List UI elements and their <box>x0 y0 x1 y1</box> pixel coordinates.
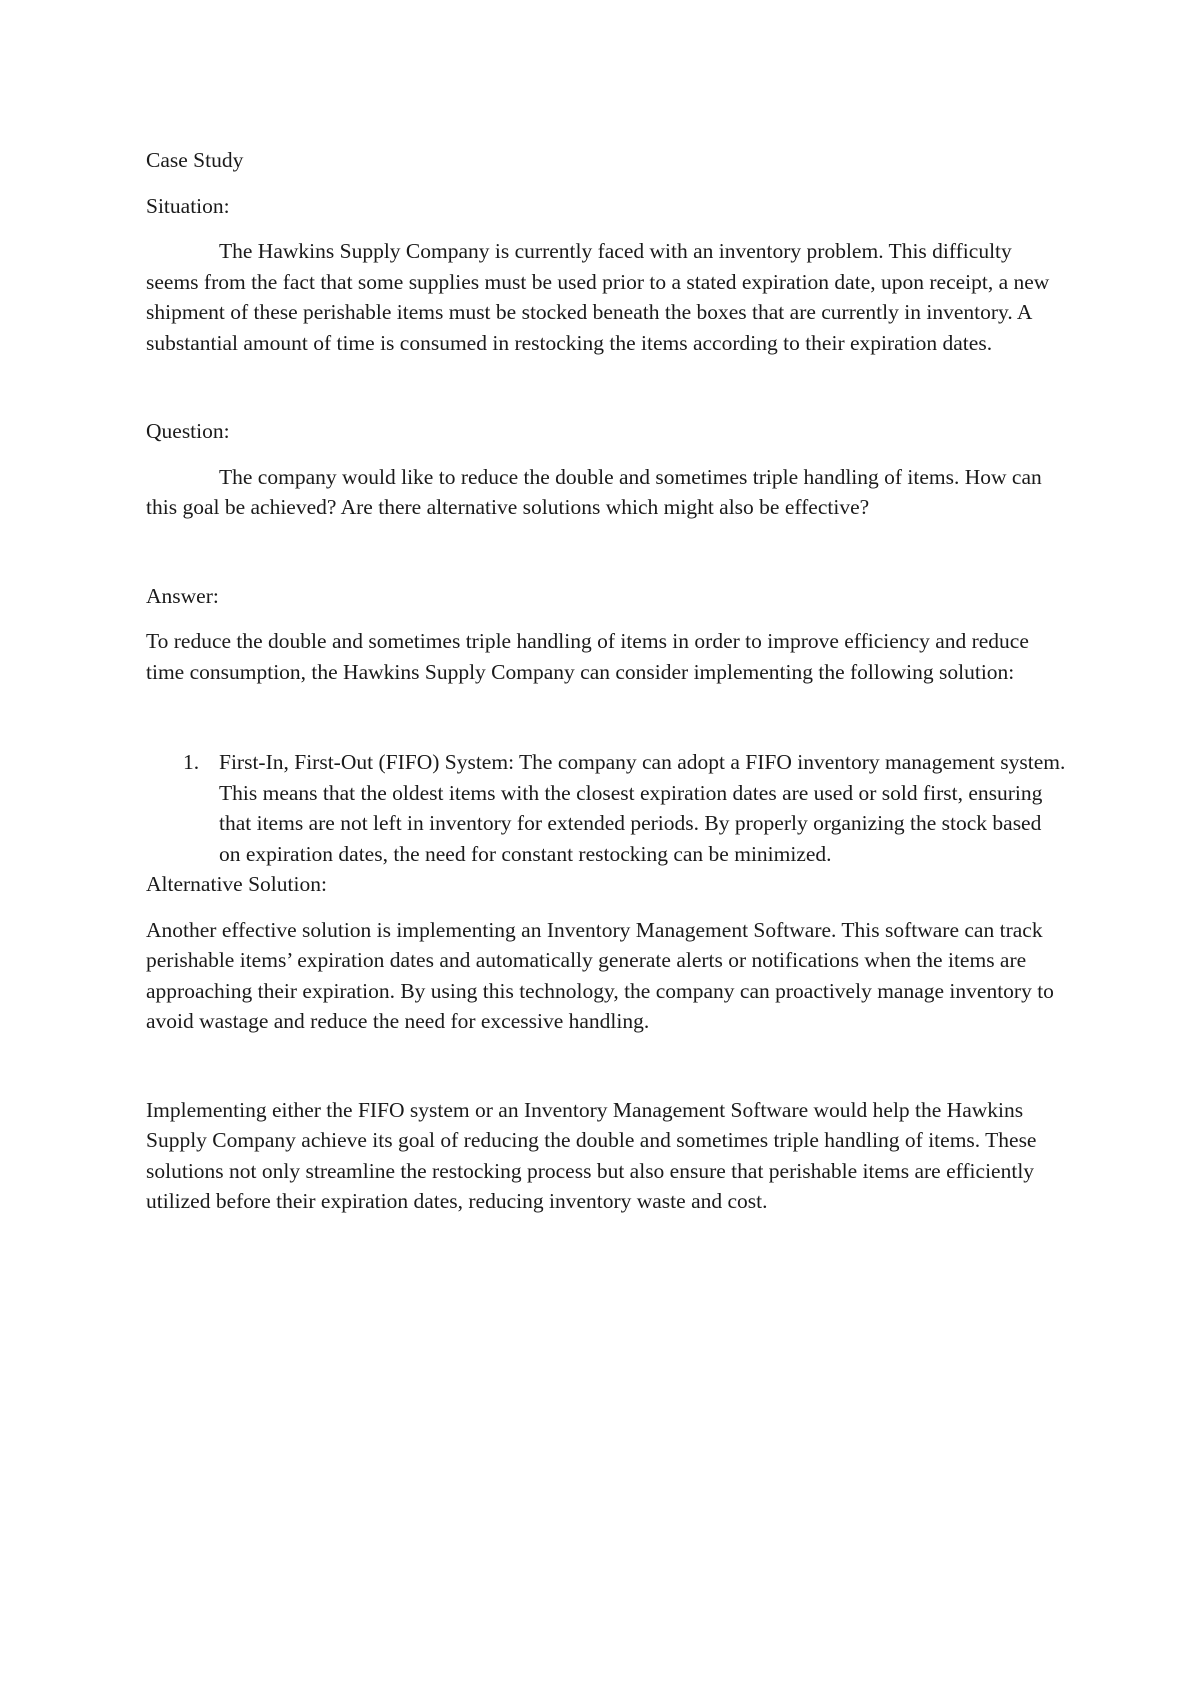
situation-paragraph: The Hawkins Supply Company is currently faced with an inventory problem. This difficulty seems from the fact that some supplies must be used prior to a stated expiration date, upon receipt, a new shipment of these perishable items must be stocked beneath the boxes that are currently in inventory. A substantial amount of time is consumed in restocking the items according to their expiration dates. <box>146 239 1050 355</box>
solution-number: 1. <box>183 750 200 774</box>
conclusion-paragraph: Implementing either the FIFO system or an Inventory Management Software would help the Hawkins Supply Company achieve its goal of reducing the double and sometimes triple handling of items. These solutions not only streamline the restocking process but also ensure that perishable items are efficiently utilized before their expiration dates, reducing inventory waste and cost. <box>146 1097 1037 1213</box>
alternative-paragraph: Another effective solution is implementing an Inventory Management Software. This software can track perishable items’ expiration dates and automatically generate alerts or notifications when the items are approaching their expiration. By using this technology, the company can proactively manage inventory to avoid wastage and reduce the need for excessive handling. <box>146 917 1054 1033</box>
answer-heading: Answer: <box>146 583 219 608</box>
document-title: Case Study <box>146 148 244 172</box>
question-paragraph: The company would like to reduce the double and sometimes triple handling of items. How can this goal be achieved? Are there alternative solutions which might also be effective? <box>146 464 1042 519</box>
solution-text: First-In, First-Out (FIFO) System: The company can adopt a FIFO inventory management system. This means that the oldest items with the closest expiration dates are used or sold first, ensuring that items are not left in inventory for extended periods. By properly organizing the stock based on expiration dates, the need for constant restocking can be minimized. <box>219 750 1066 866</box>
alternative-heading: Alternative Solution: <box>146 872 327 896</box>
solutions-list <box>146 747 1066 869</box>
solution-list-item <box>146 747 1066 869</box>
situation-heading: Situation: <box>146 193 230 218</box>
answer-intro-paragraph: To reduce the double and sometimes triple handling of items in order to improve efficiency and reduce time consumption, the Hawkins Supply Company can consider implementing the following solution: <box>146 629 1029 684</box>
question-heading: Question: <box>146 419 230 443</box>
document-body <box>146 145 1066 1217</box>
